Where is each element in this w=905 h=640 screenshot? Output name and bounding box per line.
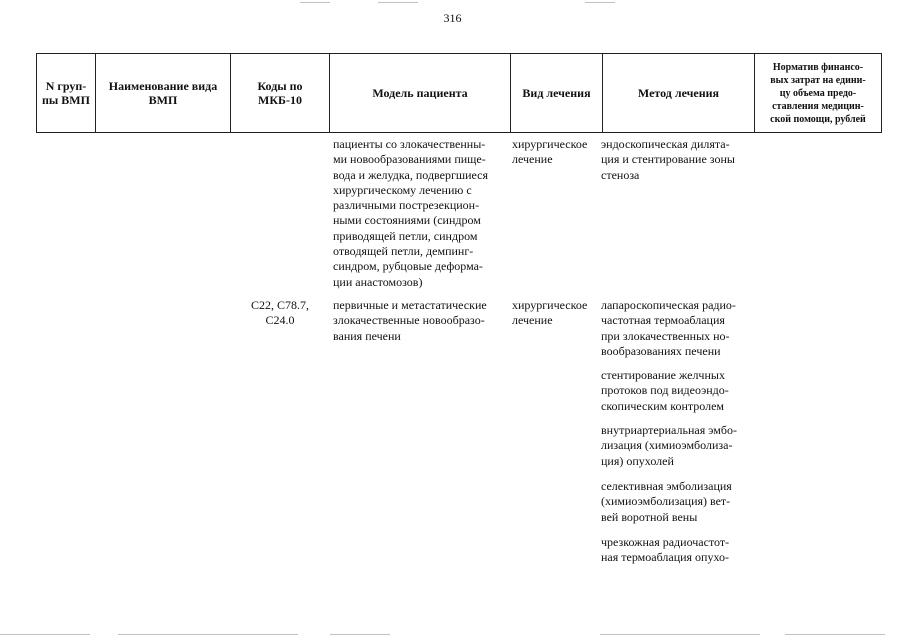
header-icd-codes: Коды по МКБ-10 <box>231 54 330 133</box>
scan-artifact-line <box>0 634 90 635</box>
header-row <box>37 54 882 133</box>
row-2-method-1: лапароскопическая радио- частотная термоаблация при злокачественных но- вообразованиях печени <box>601 298 736 358</box>
row-2-treatment-type: хирургическое лечение <box>512 298 588 328</box>
scan-artifact-line <box>585 2 615 3</box>
header-treatment-type: Вид лечения <box>511 54 603 133</box>
scan-artifact-line <box>300 2 330 3</box>
row-2-method-2: стентирование желчных протоков под видеоэндо- скопическим контролем <box>601 368 729 413</box>
scan-artifact-line <box>378 2 418 3</box>
row-2-method-4: селективная эмболизация (химиоэмболизация) вет- вей воротной вены <box>601 479 732 524</box>
scan-artifact-line <box>600 634 760 635</box>
row-2-method-5: чрезкожная радиочастот- ная термоаблация опухо- <box>601 535 730 565</box>
table-header <box>36 53 882 133</box>
scan-artifact-line <box>330 634 390 635</box>
row-1-treatment-type: хирургическое лечение <box>512 137 588 167</box>
scan-artifact-line <box>118 634 298 635</box>
row-2-icd-codes: C22, C78.7, C24.0 <box>250 298 309 328</box>
header-financial-norm: Норматив финансо- вых затрат на едини- цу объема предо- ставления медицин- ской помощи, рублей <box>755 54 882 133</box>
row-1-patient-model: пациенты со злокачественны- ми новообразованиями пище- вода и желудка, подвергшиеся хирургическому лечению с различными пострезекцион- ными состояниями (синдром приводящей петли, синдром отводящей петли, демпинг- синдром, рубцовые деформа- ции анастомозов) <box>333 137 489 289</box>
page-number: 316 <box>443 11 462 25</box>
header-vmp-name: Наименование вида ВМП <box>96 54 231 133</box>
header-patient-model: Модель пациента <box>330 54 511 133</box>
row-2-method-3: внутриартериальная эмбо- лизация (химиоэмболиза- ция) опухолей <box>601 423 737 468</box>
row-2-patient-model: первичные и метастатические злокачественные новообразо- вания печени <box>333 298 487 343</box>
scan-artifact-line <box>785 634 885 635</box>
header-group-number: N груп- пы ВМП <box>37 54 96 133</box>
header-treatment-method: Метод лечения <box>603 54 755 133</box>
row-1-method-1: эндоскопическая дилята- ция и стентирование зоны стеноза <box>601 137 735 182</box>
